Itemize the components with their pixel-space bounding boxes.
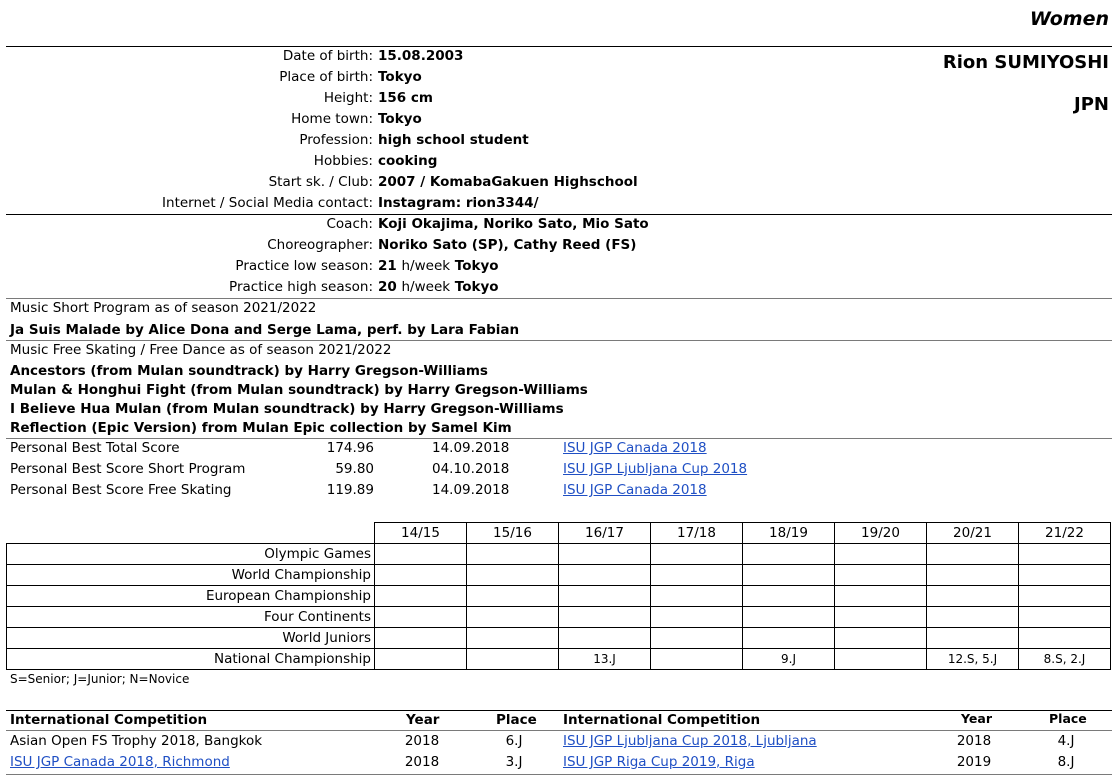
row-label-world-championship: World Championship <box>7 565 375 586</box>
row-label-european-championship: European Championship <box>7 586 375 607</box>
result-cell <box>651 628 743 649</box>
result-cell <box>559 544 651 565</box>
bio-value-height: 156 cm <box>378 90 433 106</box>
result-cell: 12.S, 5.J <box>927 649 1019 670</box>
result-cell <box>559 628 651 649</box>
result-cell <box>1019 544 1111 565</box>
bio-label-club: Start sk. / Club: <box>268 174 373 190</box>
music-fs-title: Reflection (Epic Version) from Mulan Epic collection by Samel Kim <box>10 420 512 436</box>
music-fs-heading: Music Free Skating / Free Dance as of season 2021/2022 <box>10 342 392 358</box>
international-top-divider <box>6 710 1112 711</box>
music-sp-divider <box>6 340 1112 341</box>
pb-date: 04.10.2018 <box>432 461 510 477</box>
practice-low-hours: 21 <box>378 258 397 274</box>
year-header-left: Year <box>406 712 440 728</box>
row-label-world-juniors: World Juniors <box>7 628 375 649</box>
practice-high-unit: h/week <box>401 279 451 295</box>
results-header-row <box>7 523 1111 544</box>
result-cell <box>835 586 927 607</box>
result-cell <box>927 544 1019 565</box>
bio-label-hobbies: Hobbies: <box>313 153 373 169</box>
athlete-nation: JPN <box>1074 94 1109 115</box>
result-cell <box>927 586 1019 607</box>
pb-date: 14.09.2018 <box>432 482 510 498</box>
result-cell <box>835 649 927 670</box>
result-cell <box>651 649 743 670</box>
pb-event-link[interactable]: ISU JGP Ljubljana Cup 2018 <box>563 461 748 477</box>
season-header: 15/16 <box>467 523 559 544</box>
pb-label: Personal Best Total Score <box>10 440 180 456</box>
competition-place: 4.J <box>1057 733 1075 749</box>
bio-label-dob: Date of birth: <box>282 48 373 64</box>
result-cell <box>927 565 1019 586</box>
result-cell <box>835 565 927 586</box>
international-header-left: International Competition <box>10 712 208 728</box>
coaching-divider <box>6 298 1112 299</box>
choreographer-value: Noriko Sato (SP), Cathy Reed (FS) <box>378 237 637 253</box>
competition-year: 2018 <box>404 733 440 749</box>
pb-score: 119.89 <box>326 482 374 498</box>
bio-label-hometown: Home town: <box>291 111 373 127</box>
season-header: 19/20 <box>835 523 927 544</box>
bio-value-social: Instagram: rion3344/ <box>378 195 539 211</box>
place-header-right: Place <box>1049 711 1087 726</box>
season-header: 16/17 <box>559 523 651 544</box>
competition-place: 6.J <box>505 733 523 749</box>
practice-low-place: Tokyo <box>454 258 499 274</box>
season-header: 18/19 <box>743 523 835 544</box>
pb-label: Personal Best Score Short Program <box>10 461 246 477</box>
music-sp-heading: Music Short Program as of season 2021/2022 <box>10 300 317 316</box>
result-cell <box>467 586 559 607</box>
music-fs-title: Ancestors (from Mulan soundtrack) by Harry Gregson-Williams <box>10 363 488 379</box>
row-label-national-championship: National Championship <box>7 649 375 670</box>
music-sp-title: Ja Suis Malade by Alice Dona and Serge Lama, perf. by Lara Fabian <box>10 322 520 338</box>
practice-high-place: Tokyo <box>454 279 499 295</box>
result-cell <box>651 586 743 607</box>
competition-year: 2018 <box>404 754 440 770</box>
international-bottom-divider <box>6 774 1112 775</box>
category-title: Women <box>1029 8 1109 30</box>
season-header: 21/22 <box>1019 523 1111 544</box>
bio-value-club: 2007 / KomabaGakuen Highschool <box>378 174 638 190</box>
result-cell <box>467 628 559 649</box>
result-cell <box>467 607 559 628</box>
bio-label-profession: Profession: <box>299 132 373 148</box>
pb-date: 14.09.2018 <box>432 440 510 456</box>
international-header-divider <box>6 730 1112 731</box>
table-row <box>7 628 1111 649</box>
music-fs-divider <box>6 438 1112 439</box>
result-cell <box>375 565 467 586</box>
result-cell <box>743 565 835 586</box>
international-header-right: International Competition <box>563 712 761 728</box>
competition-place: 3.J <box>505 754 523 770</box>
practice-high-label: Practice high season: <box>229 279 373 295</box>
result-cell: 8.S, 2.J <box>1019 649 1111 670</box>
bio-value-dob: 15.08.2003 <box>378 48 464 64</box>
table-row <box>7 649 1111 670</box>
bio-value-birthplace: Tokyo <box>378 69 422 85</box>
result-cell <box>467 565 559 586</box>
result-cell: 9.J <box>743 649 835 670</box>
result-cell <box>651 565 743 586</box>
pb-score: 59.80 <box>335 461 374 477</box>
results-corner <box>7 523 375 544</box>
practice-high-hours: 20 <box>378 279 397 295</box>
pb-event-link[interactable]: ISU JGP Canada 2018 <box>563 440 707 456</box>
results-table <box>6 522 1111 670</box>
practice-low-value <box>378 258 499 274</box>
choreographer-label: Choreographer: <box>267 237 373 253</box>
season-header: 17/18 <box>651 523 743 544</box>
competition-place: 8.J <box>1057 754 1075 770</box>
result-cell <box>1019 565 1111 586</box>
result-cell <box>835 628 927 649</box>
result-cell <box>927 607 1019 628</box>
result-cell <box>1019 607 1111 628</box>
result-cell <box>559 565 651 586</box>
competition-link[interactable]: ISU JGP Ljubljana Cup 2018, Ljubljana <box>563 733 817 749</box>
competition-link[interactable]: ISU JGP Canada 2018, Richmond <box>10 754 230 770</box>
season-header: 14/15 <box>375 523 467 544</box>
result-cell <box>375 544 467 565</box>
header-divider <box>6 46 1112 47</box>
result-cell <box>743 544 835 565</box>
athlete-name: Rion SUMIYOSHI <box>942 52 1109 73</box>
result-cell <box>835 544 927 565</box>
competition-year: 2018 <box>956 733 992 749</box>
result-cell <box>467 544 559 565</box>
row-label-olympic-games: Olympic Games <box>7 544 375 565</box>
practice-low-label: Practice low season: <box>235 258 373 274</box>
result-cell <box>835 607 927 628</box>
result-cell <box>743 628 835 649</box>
pb-event-link[interactable]: ISU JGP Canada 2018 <box>563 482 707 498</box>
bio-value-hometown: Tokyo <box>378 111 422 127</box>
practice-high-value <box>378 279 499 295</box>
result-cell <box>467 649 559 670</box>
bio-divider <box>6 214 1112 215</box>
year-header-right: Year <box>961 711 992 726</box>
result-cell <box>559 607 651 628</box>
result-cell <box>559 586 651 607</box>
result-cell <box>1019 628 1111 649</box>
result-cell: 13.J <box>559 649 651 670</box>
result-cell <box>927 628 1019 649</box>
bio-label-birthplace: Place of birth: <box>279 69 373 85</box>
season-header: 20/21 <box>927 523 1019 544</box>
competition-name: Asian Open FS Trophy 2018, Bangkok <box>10 733 263 749</box>
pb-score: 174.96 <box>326 440 374 456</box>
row-label-four-continents: Four Continents <box>7 607 375 628</box>
practice-low-unit: h/week <box>401 258 451 274</box>
result-cell <box>375 607 467 628</box>
coach-label: Coach: <box>326 216 373 232</box>
bio-label-height: Height: <box>323 90 373 106</box>
table-row <box>7 565 1111 586</box>
music-fs-title: Mulan & Honghui Fight (from Mulan soundtrack) by Harry Gregson-Williams <box>10 382 588 398</box>
pb-label: Personal Best Score Free Skating <box>10 482 232 498</box>
coach-value: Koji Okajima, Noriko Sato, Mio Sato <box>378 216 649 232</box>
result-cell <box>375 628 467 649</box>
result-cell <box>651 607 743 628</box>
result-cell <box>375 649 467 670</box>
table-row <box>7 544 1111 565</box>
bio-label-social: Internet / Social Media contact: <box>162 195 373 211</box>
result-cell <box>1019 586 1111 607</box>
place-header-left: Place <box>496 712 537 728</box>
music-fs-title: I Believe Hua Mulan (from Mulan soundtrack) by Harry Gregson-Williams <box>10 401 564 417</box>
bio-value-hobbies: cooking <box>378 153 438 169</box>
competition-link[interactable]: ISU JGP Riga Cup 2019, Riga <box>563 754 755 770</box>
result-cell <box>375 586 467 607</box>
result-cell <box>743 586 835 607</box>
result-cell <box>651 544 743 565</box>
table-row <box>7 586 1111 607</box>
result-cell <box>743 607 835 628</box>
level-legend: S=Senior; J=Junior; N=Novice <box>10 672 190 686</box>
competition-year: 2019 <box>956 754 992 770</box>
table-row <box>7 607 1111 628</box>
bio-value-profession: high school student <box>378 132 529 148</box>
